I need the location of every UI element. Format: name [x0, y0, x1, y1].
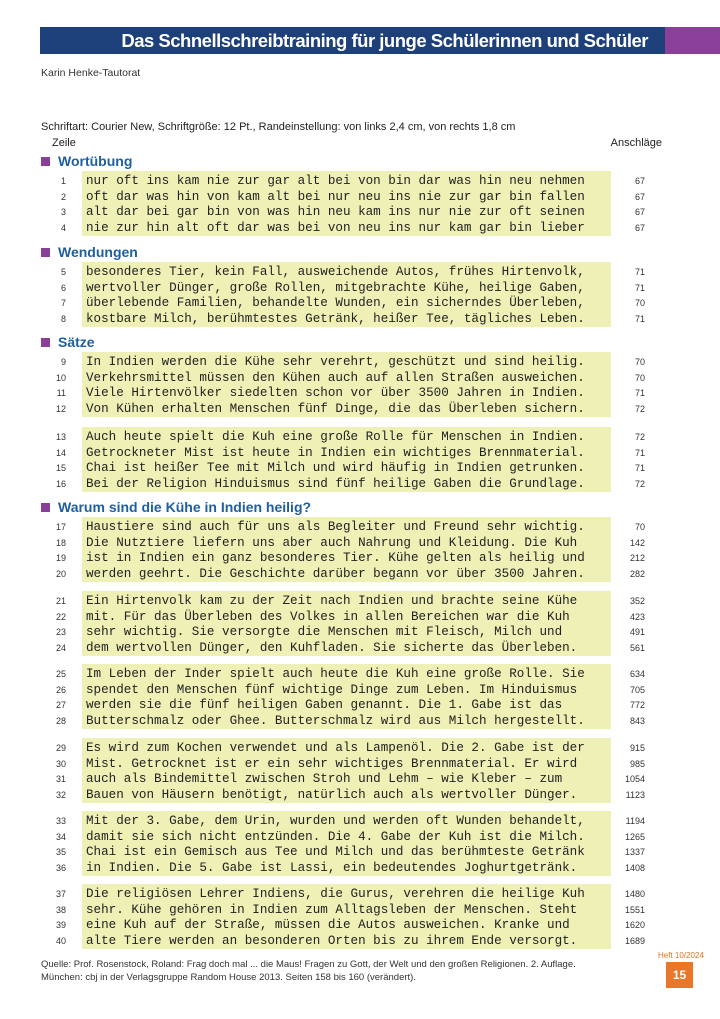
- stroke-count: 71: [634, 313, 645, 324]
- line-number: 5: [60, 267, 66, 277]
- section-title: Sätze: [58, 334, 95, 350]
- stroke-count: 843: [629, 715, 645, 726]
- practice-line: [0, 281, 720, 297]
- practice-line: [0, 355, 720, 371]
- practice-line: [0, 830, 720, 846]
- section-bullet-icon: [41, 338, 50, 347]
- line-number: 19: [55, 553, 66, 563]
- stroke-count: 67: [634, 191, 645, 202]
- line-number: 30: [55, 758, 66, 769]
- issue-label: Heft 10/2024: [658, 951, 704, 960]
- practice-line: [0, 371, 720, 387]
- column-header-strokes: Anschläge: [610, 137, 662, 149]
- source-line: Quelle: Prof. Rosenstock, Roland: Frag doch mal ... die Maus! Fragen zu Gott, der Welt und den großen Religionen. 2. Auflage.: [41, 959, 576, 970]
- line-number: 38: [55, 904, 66, 915]
- stroke-count: 1194: [625, 816, 645, 826]
- section-bullet-icon: [41, 503, 50, 512]
- line-text: alte Tiere werden an besonderen Orten bis zu ihrem Ende versorgt.: [86, 933, 578, 948]
- line-number: 17: [55, 522, 66, 532]
- line-number: 28: [55, 715, 66, 726]
- practice-line: [0, 918, 720, 934]
- stroke-count: 212: [629, 553, 645, 563]
- line-text: oft dar was hin von kam alt bei nur neu ins nie zur gar bin fallen: [86, 189, 585, 204]
- line-number: 22: [55, 611, 66, 622]
- line-number: 35: [55, 847, 66, 857]
- stroke-count: 70: [634, 357, 645, 367]
- line-number: 15: [55, 463, 66, 473]
- line-text: mit. Für das Überleben des Volkes in allen Bereichen war die Kuh: [86, 609, 570, 624]
- practice-line: [0, 386, 720, 402]
- line-number: 39: [55, 920, 66, 930]
- stroke-count: 561: [629, 642, 645, 653]
- line-number: 7: [60, 298, 66, 308]
- stroke-count: 1480: [624, 889, 645, 899]
- stroke-count: 1054: [624, 774, 645, 784]
- practice-line: [0, 551, 720, 567]
- line-number: 2: [60, 191, 66, 202]
- line-text: Haustiere sind auch für uns als Begleiter und Freund sehr wichtig.: [86, 520, 585, 534]
- practice-line: [0, 430, 720, 446]
- font-specification: Schriftart: Courier New, Schriftgröße: 12 Pt., Randeinstellung: von links 2,4 cm, von rechts 1,8 cm: [41, 121, 516, 133]
- stroke-count: 70: [634, 522, 645, 532]
- line-number: 32: [55, 789, 66, 800]
- practice-line: [0, 296, 720, 312]
- stroke-count: 352: [629, 596, 645, 606]
- line-text: ist in Indien ein ganz besonderes Tier. Kühe gelten als heilig und: [86, 551, 585, 565]
- stroke-count: 1408: [624, 862, 645, 873]
- section-bullet-icon: [41, 157, 50, 166]
- line-number: 24: [55, 642, 66, 653]
- line-text: besonderes Tier, kein Fall, ausweichende Autos, frühes Hirtenvolk,: [86, 265, 585, 279]
- stroke-count: 985: [629, 758, 645, 769]
- line-text: Auch heute spielt die Kuh eine große Rolle für Menschen in Indien.: [86, 430, 585, 444]
- line-text: Verkehrsmittel müssen den Kühen auch auf allen Straßen ausweichen.: [86, 370, 585, 385]
- line-number: 40: [55, 935, 66, 946]
- practice-line: [0, 667, 720, 683]
- section-title: Warum sind die Kühe in Indien heilig?: [58, 499, 312, 515]
- line-text: Von Kühen erhalten Menschen fünf Dinge, die das Überleben sichern.: [86, 401, 585, 416]
- practice-line: [0, 714, 720, 730]
- stroke-count: 1265: [624, 831, 645, 842]
- practice-line: [0, 174, 720, 190]
- stroke-count: 491: [629, 627, 645, 637]
- stroke-count: 634: [629, 669, 645, 679]
- line-text: alt dar bei gar bin von was hin neu kam ins nur nie zur oft seinen: [86, 205, 585, 219]
- stroke-count: 142: [629, 537, 645, 548]
- stroke-count: 67: [634, 222, 645, 233]
- column-header-line: Zeile: [52, 137, 76, 149]
- line-number: 14: [55, 447, 66, 458]
- line-number: 29: [55, 743, 66, 753]
- line-number: 27: [55, 700, 66, 710]
- stroke-count: 71: [634, 388, 645, 398]
- practice-line: [0, 845, 720, 861]
- line-text: Bei der Religion Hinduismus sind fünf heilige Gaben die Grundlage.: [86, 476, 585, 491]
- line-text: sehr. Kühe gehören in Indien zum Alltagsleben der Menschen. Steht: [86, 902, 578, 917]
- section-title: Wendungen: [58, 244, 138, 260]
- line-text: In Indien werden die Kühe sehr verehrt, geschützt und sind heilig.: [86, 355, 585, 369]
- line-text: werden geehrt. Die Geschichte darüber begann vor über 3500 Jahren.: [86, 566, 585, 581]
- line-text: Getrockneter Mist ist heute in Indien ein wichtiges Brennmaterial.: [86, 445, 585, 460]
- line-text: Es wird zum Kochen verwendet und als Lampenöl. Die 2. Gabe ist der: [86, 741, 585, 755]
- line-text: Mist. Getrocknet ist er ein sehr wichtiges Brennmaterial. Er wird: [86, 756, 578, 771]
- line-text: eine Kuh auf der Straße, müssen die Autos ausweichen. Kranke und: [86, 918, 570, 932]
- practice-line: [0, 265, 720, 281]
- stroke-count: 772: [629, 700, 645, 710]
- line-text: Bauen von Häusern benötigt, natürlich auch als wertvoller Dünger.: [86, 787, 578, 802]
- stroke-count: 70: [634, 298, 645, 308]
- stroke-count: 1551: [624, 904, 645, 915]
- line-text: spendet den Menschen fünf wichtige Dinge zum Leben. Im Hinduismus: [86, 682, 578, 697]
- line-text: nur oft ins kam nie zur gar alt bei von bin dar was hin neu nehmen: [86, 174, 585, 188]
- source-citation: [41, 958, 576, 984]
- section-title: Wortübung: [58, 153, 133, 169]
- stroke-count: 1689: [624, 935, 645, 946]
- line-text: Im Leben der Inder spielt auch heute die Kuh eine große Rolle. Sie: [86, 667, 585, 681]
- line-text: dem wertvollen Dünger, den Kuhfladen. Sie sicherte das Überleben.: [86, 640, 578, 655]
- practice-line: [0, 477, 720, 493]
- line-number: 16: [55, 478, 66, 489]
- practice-line: [0, 861, 720, 877]
- line-text: sehr wichtig. Sie versorgte die Menschen mit Fleisch, Milch und: [86, 625, 563, 639]
- line-number: 33: [55, 816, 66, 826]
- stroke-count: 1123: [625, 789, 645, 800]
- stroke-count: 72: [634, 432, 645, 442]
- practice-line: [0, 698, 720, 714]
- practice-line: [0, 772, 720, 788]
- practice-line: [0, 594, 720, 610]
- stroke-count: 67: [634, 176, 645, 186]
- practice-line: [0, 788, 720, 804]
- practice-line: [0, 536, 720, 552]
- practice-line: [0, 221, 720, 237]
- line-number: 4: [60, 222, 66, 233]
- practice-line: [0, 402, 720, 418]
- stroke-count: 67: [634, 207, 645, 217]
- section-heading-saetze: [41, 333, 95, 351]
- stroke-count: 70: [634, 372, 645, 383]
- practice-line: [0, 641, 720, 657]
- line-number: 9: [60, 357, 66, 367]
- section-heading-wortuebung: [41, 152, 132, 170]
- line-number: 37: [55, 889, 66, 899]
- line-number: 23: [55, 627, 66, 637]
- stroke-count: 71: [634, 463, 645, 473]
- line-number: 10: [55, 372, 66, 383]
- practice-line: [0, 461, 720, 477]
- stroke-count: 1620: [624, 920, 645, 930]
- stroke-count: 705: [629, 684, 645, 695]
- practice-line: [0, 814, 720, 830]
- line-number: 13: [55, 432, 66, 442]
- line-text: Ein Hirtenvolk kam zu der Zeit nach Indien und brachte seine Kühe: [86, 594, 578, 608]
- stroke-count: 915: [629, 743, 645, 753]
- line-number: 31: [55, 774, 66, 784]
- stroke-count: 1337: [624, 847, 645, 857]
- practice-line: [0, 683, 720, 699]
- line-text: auch als Bindemittel zwischen Stroh und Lehm – wie Kleber – zum: [86, 772, 563, 786]
- practice-line: [0, 610, 720, 626]
- line-text: wertvoller Dünger, große Rollen, mitgebrachte Kühe, heilige Gaben,: [86, 280, 585, 295]
- practice-line: [0, 741, 720, 757]
- practice-line: [0, 205, 720, 221]
- line-number: 3: [60, 207, 66, 217]
- line-text: Chai ist ein Gemisch aus Tee und Milch und das berühmteste Getränk: [86, 845, 585, 859]
- line-text: Die religiösen Lehrer Indiens, die Gurus, verehren die heilige Kuh: [86, 887, 585, 901]
- line-number: 21: [55, 596, 66, 606]
- line-text: Butterschmalz oder Ghee. Butterschmalz wird aus Milch hergestellt.: [86, 713, 585, 728]
- line-text: Mit der 3. Gabe, dem Urin, wurden und werden oft Wunden behandelt,: [86, 814, 585, 828]
- line-text: kostbare Milch, berühmtestes Getränk, heißer Tee, tägliches Leben.: [86, 311, 585, 326]
- line-text: damit sie sich nicht entzünden. Die 4. Gabe der Kuh ist die Milch.: [86, 829, 585, 844]
- stroke-count: 282: [629, 568, 645, 579]
- line-text: überlebende Familien, behandelte Wunden, ein sicherndes Überleben,: [86, 296, 585, 310]
- practice-line: [0, 887, 720, 903]
- stroke-count: 71: [634, 447, 645, 458]
- stroke-count: 72: [634, 403, 645, 414]
- practice-line: [0, 520, 720, 536]
- line-number: 1: [60, 176, 66, 186]
- line-text: Die Nutztiere liefern uns aber auch Nahrung und Kleidung. Die Kuh: [86, 535, 578, 550]
- header-accent-block: [665, 27, 720, 54]
- line-number: 6: [60, 282, 66, 293]
- line-text: nie zur hin alt oft dar was bei von neu ins nur kam gar bin lieber: [86, 220, 585, 235]
- practice-line: [0, 446, 720, 462]
- line-number: 36: [55, 862, 66, 873]
- section-heading-wendungen: [41, 243, 138, 261]
- line-number: 20: [55, 568, 66, 579]
- page-title: Das Schnellschreibtraining für junge Schülerinnen und Schüler: [121, 30, 648, 51]
- stroke-count: 423: [629, 611, 645, 622]
- line-text: Viele Hirtenvölker siedelten schon vor über 3500 Jahren in Indien.: [86, 386, 585, 400]
- line-text: in Indien. Die 5. Gabe ist Lassi, ein bedeutendes Joghurtgetränk.: [86, 860, 578, 875]
- line-text: Chai ist heißer Tee mit Milch und wird häufig in Indien getrunken.: [86, 461, 585, 475]
- author: Karin Henke-Tautorat: [41, 67, 141, 79]
- section-heading-warum: [41, 498, 311, 516]
- stroke-count: 72: [634, 478, 645, 489]
- section-bullet-icon: [41, 248, 50, 257]
- line-text: werden sie die fünf heiligen Gaben genannt. Die 1. Gabe ist das: [86, 698, 563, 712]
- line-number: 12: [55, 403, 66, 414]
- page-number: 15: [666, 962, 693, 988]
- line-number: 8: [60, 313, 66, 324]
- stroke-count: 71: [634, 267, 645, 277]
- stroke-count: 71: [634, 282, 645, 293]
- source-line: München: cbj in der Verlagsgruppe Random House 2013. Seiten 158 bis 160 (verändert).: [41, 972, 416, 983]
- practice-line: [0, 625, 720, 641]
- line-number: 26: [55, 684, 66, 695]
- practice-line: [0, 903, 720, 919]
- line-number: 25: [55, 669, 66, 679]
- practice-line: [0, 567, 720, 583]
- practice-line: [0, 934, 720, 950]
- practice-line: [0, 190, 720, 206]
- line-number: 18: [55, 537, 66, 548]
- line-number: 11: [56, 388, 66, 398]
- practice-line: [0, 312, 720, 328]
- line-number: 34: [55, 831, 66, 842]
- practice-line: [0, 757, 720, 773]
